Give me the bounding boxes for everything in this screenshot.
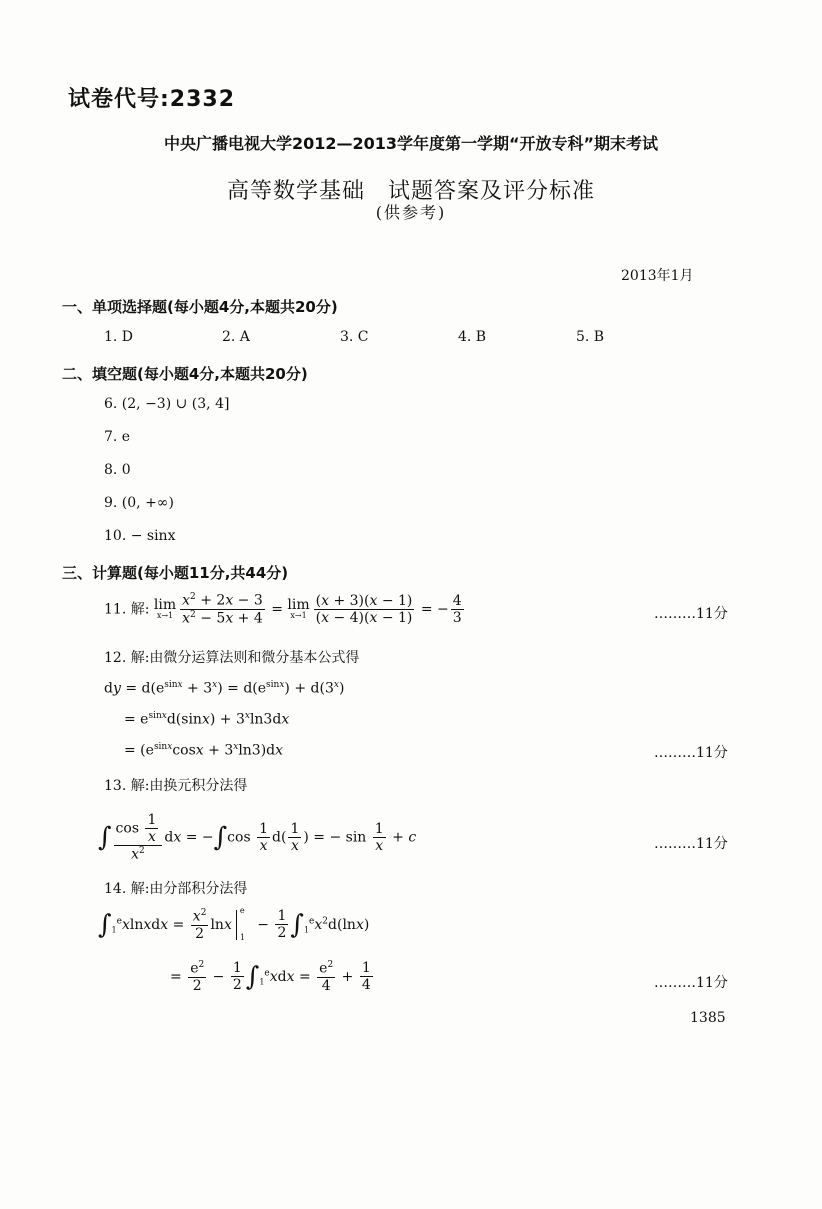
- q14-label: 14. 解:由分部积分法得: [104, 881, 248, 897]
- university-line: 中央广播电视大学2012—2013学年度第一学期“开放专科”期末考试: [163, 134, 659, 153]
- q11-label: 11. 解:: [104, 601, 150, 618]
- q11-score: ………11分: [654, 606, 728, 622]
- q14-step2: = $\frac{e^2}{2}$ − $\frac{1}{2}$ $\int_1^exdx$ = $\frac{e^2}{4}$ + $\frac{1}{4}$: [170, 960, 371, 994]
- choice-answer-1: 1. D: [104, 329, 134, 345]
- fill-answer-8: 8. 0: [104, 462, 131, 478]
- q13-formula: ∫ cos $\frac{1}{x}$ $x^2$ dx = −∫cos $\frac{1}{x}$ d( $\frac{1}{x}$ ) = − sin $\frac{1}{x}$ + c: [98, 812, 417, 863]
- choice-answer-2: 2. A: [222, 329, 250, 345]
- q12-label: 12. 解:由微分运算法则和微分基本公式得: [104, 650, 360, 666]
- exam-date: 2013年1月: [621, 268, 694, 284]
- page-title: 高等数学基础 试题答案及评分标准: [226, 179, 595, 204]
- q13-label: 13. 解:由换元积分法得: [104, 778, 248, 794]
- q12-step3: = $(e^{sinx}\cos x + 3^x\ln 3)dx$: [124, 742, 284, 759]
- reference-note: (供参考): [375, 203, 447, 222]
- q13-score: ………11分: [654, 836, 728, 852]
- fill-answer-7: 7. e: [104, 429, 131, 445]
- q11-solution: 11. 解: lim x→1 $\frac{x^2 + 2x - 3}{x^2 - 5x + 4}$ = lim x→1 $\frac{(x + 3)(x - 1)}{(x - 4)(x - 1)}$ = − $\frac{4}{3}$: [104, 592, 462, 627]
- choice-answer-4: 4. B: [458, 329, 487, 345]
- choice-answer-3: 3. C: [340, 329, 369, 345]
- q12-step1: dy = $d(e^{sinx} + 3^x) = d(e^{sinx}) + d(3^x)$: [104, 680, 345, 697]
- q14-step1: $\int_1^exlnxdx$ = $\frac{x^2}{2}$ lnx e 1 − $\frac{1}{2}$ $\int_1^ex^2d(\ln x)$: [98, 905, 370, 942]
- section2-heading: 二、填空题(每小题4分,本题共20分): [62, 365, 308, 383]
- choice-answer-5: 5. B: [576, 329, 605, 345]
- fill-answer-9: 9. (0, +∞): [104, 495, 174, 511]
- fill-answer-10: 10. − sinx: [104, 528, 176, 544]
- paper-code: 试卷代号:2332: [68, 87, 236, 112]
- fill-answer-6: 6. (2, −3) ∪ (3, 4]: [104, 396, 230, 412]
- q12-score: ………11分: [654, 745, 728, 761]
- section3-heading: 三、计算题(每小题11分,共44分): [62, 564, 289, 582]
- page-number: 1385: [690, 1010, 726, 1026]
- section1-heading: 一、单项选择题(每小题4分,本题共20分): [62, 298, 338, 316]
- q14-score: ………11分: [654, 975, 728, 991]
- q12-step2: = $e^{sinx}d(\sin x) + 3^x\ln 3dx$: [124, 711, 290, 728]
